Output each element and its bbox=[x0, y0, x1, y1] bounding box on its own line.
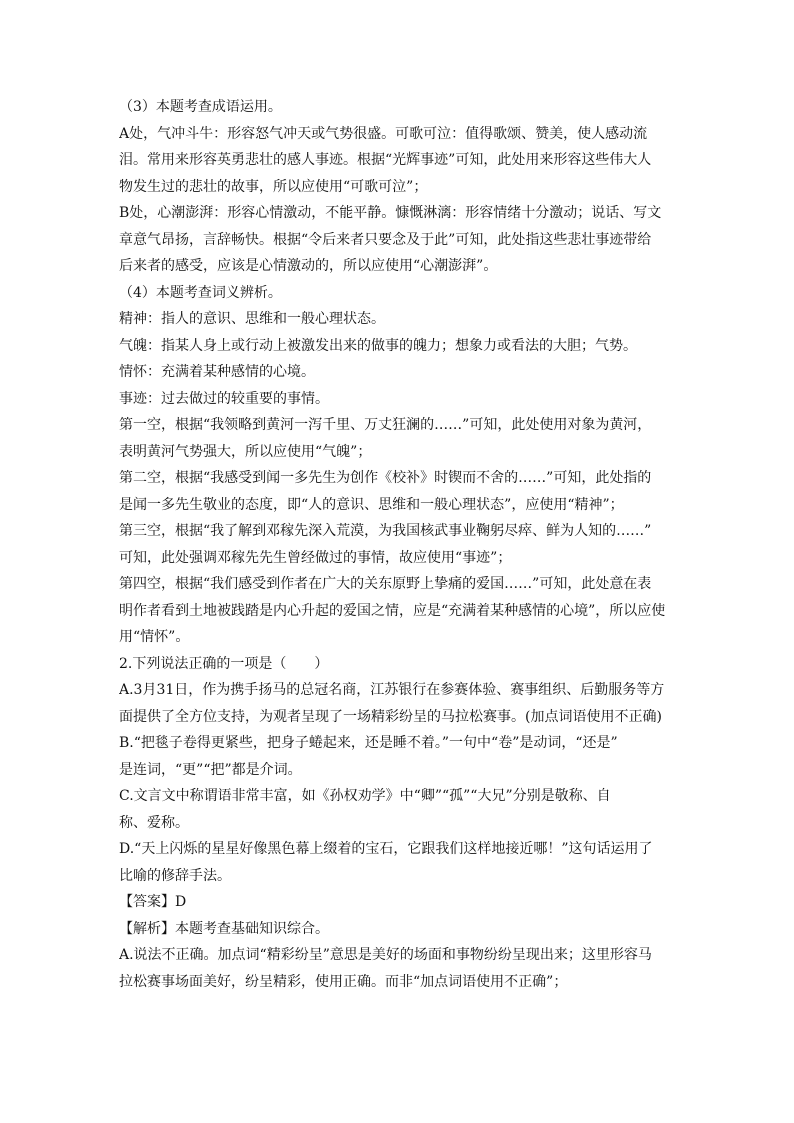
text-line: 事迹：过去做过的较重要的事情。 bbox=[119, 390, 329, 407]
option-b-line: 是连词，“更”“把”都是介词。 bbox=[119, 761, 302, 778]
analysis-title: 【解析】本题考查基础知识综合。 bbox=[119, 920, 329, 937]
option-a-line: A.3月31日，作为携手扬马的总冠名商，江苏银行在参赛体验、赛事组织、后勤服务等方 bbox=[119, 682, 665, 698]
text-line: 是闻一多先生敬业的态度，即“人的意识、思维和一般心理状态”，应使用“精神”； bbox=[119, 496, 624, 513]
text-line: 第四空，根据“我们感受到作者在广大的关东原野上挚痛的爱国……”可知，此处意在表 bbox=[119, 576, 652, 592]
text-line: （3）本题考查成语运用。 bbox=[119, 99, 282, 115]
text-line: 表明黄河气势强大，所以应使用“气魄”； bbox=[119, 443, 372, 460]
text-line: 气魄：指某人身上或行动上被激发出来的做事的魄力；想象力或看法的大胆；气势。 bbox=[119, 337, 637, 354]
text-line: 情怀：充满着某种感情的心境。 bbox=[119, 364, 315, 380]
text-line: 第二空，根据“我感受到闻一多先生为创作《校补》时锲而不舍的……”可知，此处指的 bbox=[119, 470, 652, 486]
text-line: 后来者的感受，应该是心情激动的，所以应使用“心潮澎湃”。 bbox=[119, 258, 498, 274]
text-line: 精神：指人的意识、思维和一般心理状态。 bbox=[119, 311, 385, 327]
text-line: 可知，此处强调邓稼先先生曾经做过的事情，故应使用“事迹”； bbox=[119, 549, 512, 566]
analysis-line: 拉松赛事场面美好，纷呈精彩，使用正确。而非“加点词语使用不正确”； bbox=[119, 973, 568, 990]
text-line: （4）本题考查词义辨析。 bbox=[119, 284, 282, 301]
text-line: B处，心潮澎湃：形容心情激动，不能平静。慷慨淋漓：形容情绪十分激动；说话、写文 bbox=[119, 205, 662, 221]
text-line: 泪。常用来形容英勇悲壮的感人事迹。根据“光辉事迹”可知，此处用来形容这些伟大人 bbox=[119, 152, 652, 168]
analysis-line: A.说法不正确。加点词“精彩纷呈”意思是美好的场面和事物纷纷呈现出来；这里形容马 bbox=[119, 947, 652, 963]
text-line: 第一空，根据“我领略到黄河一泻千里、万丈狂澜的……”可知，此处使用对象为黄河， bbox=[119, 417, 652, 433]
option-c-line: 称、爱称。 bbox=[119, 814, 189, 831]
text-line: 章意气昂扬，言辞畅快。根据“令后来者只要念及于此”可知，此处指这些悲壮事迹带给 bbox=[119, 231, 652, 248]
answer-line: 【答案】D bbox=[119, 894, 187, 910]
option-d-line: D.“天上闪烁的星星好像黑色幕上缀着的宝石，它跟我们这样地接近哪！”这句话运用了 bbox=[119, 841, 653, 857]
document-body bbox=[119, 94, 679, 995]
option-b-line: B.“把毯子卷得更紧些，把身子蜷起来，还是睡不着。”一句中“卷”是动词，“还是” bbox=[119, 735, 618, 751]
option-c-line: C.文言文中称谓语非常丰富，如《孙权劝学》中“卿”“孤”“大兄”分别是敬称、自 bbox=[119, 788, 611, 804]
text-line: A处，气冲斗牛：形容怒气冲天或气势很盛。可歌可泣：值得歌颂、赞美，使人感动流 bbox=[119, 125, 648, 142]
option-a-line: 面提供了全方位支持，为观者呈现了一场精彩纷呈的马拉松赛事。(加点词语使用不正确) bbox=[119, 708, 662, 725]
option-d-line: 比喻的修辞手法。 bbox=[119, 867, 231, 884]
text-line: 物发生过的悲壮的故事，所以应使用“可歌可泣”； bbox=[119, 178, 428, 195]
question-title: 2.下列说法正确的一项是（ ） bbox=[119, 655, 329, 672]
text-line: 用“情怀”。 bbox=[119, 629, 190, 645]
text-line: 明作者看到土地被践踏是内心升起的爱国之情，应是“充满着某种感情的心境”，所以应使 bbox=[119, 602, 666, 619]
text-line: 第三空，根据“我了解到邓稼先深入荒漠，为我国核武事业鞠躬尽瘁、鲜为人知的……” bbox=[119, 523, 652, 539]
